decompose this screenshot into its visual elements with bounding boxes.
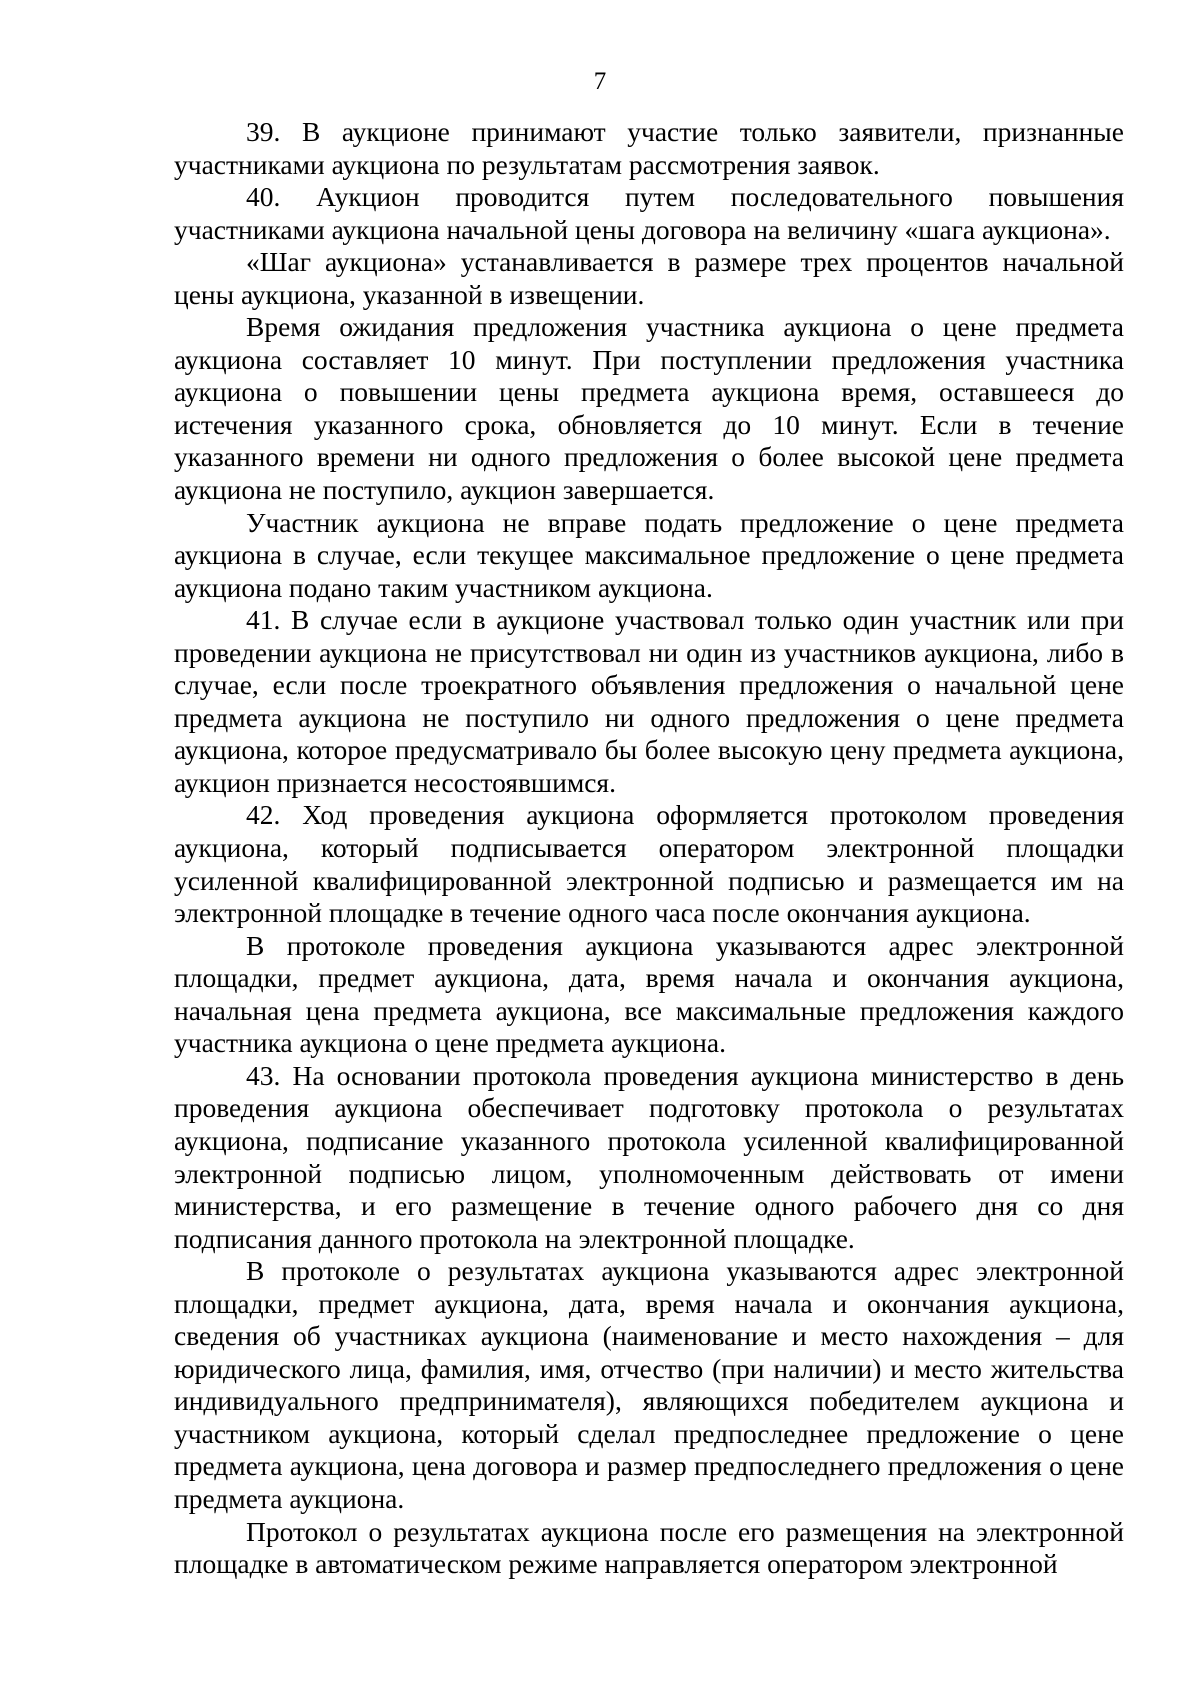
paragraph-waiting-time: Время ожидания предложения участника аукциона о цене предмета аукциона составляет 10 минут. При поступлении предложения участника аукциона о повышении цены предмета аукциона время, оставшееся до истечения указанного срока, обновляется до 10 минут. Если в течение указанного времени ни одного предложения о более высокой цене предмета аукциона не поступило, аукцион завершается. <box>174 311 1124 506</box>
page-number: 7 <box>593 68 607 95</box>
paragraph-participant-restriction: Участник аукциона не вправе подать предложение о цене предмета аукциона в случае, если текущее максимальное предложение о цене предмета аукциона подано таким участником аукциона. <box>174 506 1124 603</box>
paragraph-results-protocol-sending: Протокол о результатах аукциона после его размещения на электронной площадке в автоматическом режиме направляется оператором электронной <box>174 1515 1124 1580</box>
paragraph-protocol-contents: В протоколе проведения аукциона указываются адрес электронной площадки, предмет аукциона, дата, время начала и окончания аукциона, начальная цена предмета аукциона, все максимальные предложения каждого участника аукциона о цене предмета аукциона. <box>174 929 1124 1059</box>
paragraph-42: 42. Ход проведения аукциона оформляется протоколом проведения аукциона, который подписывается оператором электронной площадки усиленной квалифицированной электронной подписью и размещается им на электронной площадке в течение одного часа после окончания аукциона. <box>174 799 1124 929</box>
document-body <box>174 116 1124 1581</box>
paragraph-results-protocol-contents: В протоколе о результатах аукциона указываются адрес электронной площадки, предмет аукциона, дата, время начала и окончания аукциона, сведения об участниках аукциона (наименование и место нахождения – для юридического лица, фамилия, имя, отчество (при наличии) и место жительства индивидуального предпринимателя), являющихся победителем аукциона и участником аукциона, который сделал предпоследнее предложение о цене предмета аукциона, цена договора и размер предпоследнего предложения о цене предмета аукциона. <box>174 1255 1124 1514</box>
paragraph-39: 39. В аукционе принимают участие только заявители, признанные участниками аукциона по результатам рассмотрения заявок. <box>174 116 1124 180</box>
paragraph-auction-step: «Шаг аукциона» устанавливается в размере трех процентов начальной цены аукциона, указанной в извещении. <box>174 246 1124 310</box>
paragraph-43: 43. На основании протокола проведения аукциона министерство в день проведения аукциона обеспечивает подготовку протокола о результатах аукциона, подписание указанного протокола усиленной квалифицированной электронной подписью лицом, уполномоченным действовать от имени министерства, и его размещение в течение одного рабочего дня со дня подписания данного протокола на электронной площадке. <box>174 1059 1124 1254</box>
paragraph-40: 40. Аукцион проводится путем последовательного повышения участниками аукциона начальной цены договора на величину «шага аукциона». <box>174 181 1124 245</box>
paragraph-41: 41. В случае если в аукционе участвовал только один участник или при проведении аукциона не присутствовал ни один из участников аукциона, либо в случае, если после троекратного объявления предложения о начальной цене предмета аукциона не поступило ни одного предложения о цене предмета аукциона, которое предусматривало бы более высокую цену предмета аукциона, аукцион признается несостоявшимся. <box>174 604 1124 798</box>
